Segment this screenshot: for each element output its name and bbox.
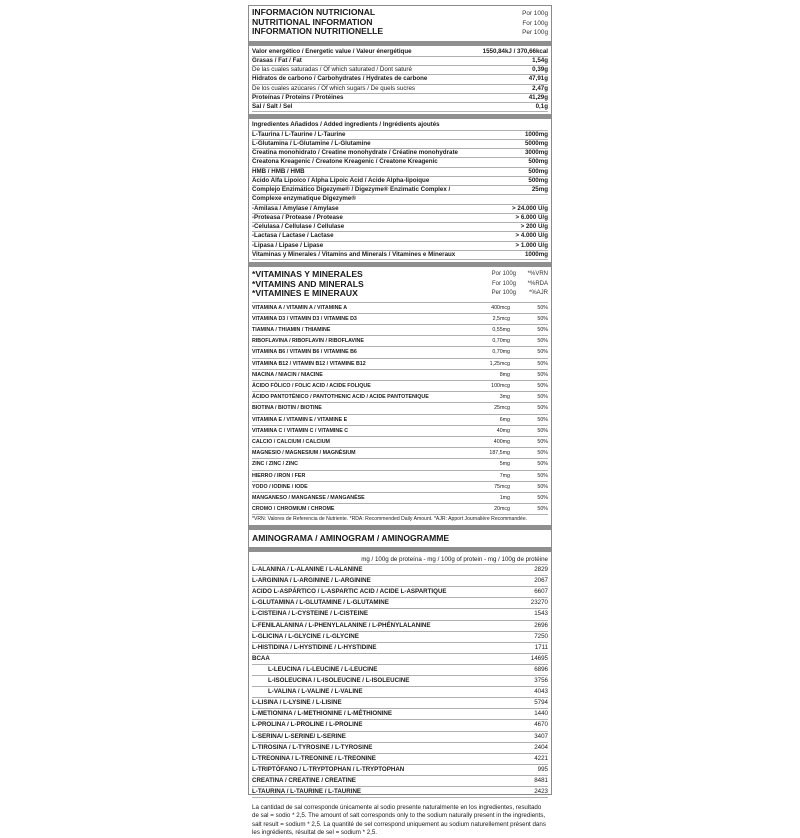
amino-name: L-LEUCINA / L-LEUCINE / L-LEUCINE [268, 665, 378, 673]
amino-name: ACIDO L-ASPÁRTICO / L-ASPARTIC ACID / ACIDE L-ASPARTIQUE [252, 588, 447, 596]
amino-row [252, 576, 548, 587]
vitamin-row [252, 459, 548, 470]
vitamin-name: ÁCIDO PANTOTÉNICO / PANTOTHENIC ACID / ACIDE PANTOTENIQUE [252, 394, 429, 401]
section-divider [249, 114, 551, 119]
vitamin-pct: 50% [537, 304, 548, 311]
vitamin-pct: 50% [537, 461, 548, 468]
vitamin-pct: 50% [537, 382, 548, 389]
nutrition-row [252, 48, 548, 57]
amino-value: 2829 [534, 566, 548, 574]
ingredient-row [252, 205, 548, 214]
amino-row [252, 587, 548, 598]
amino-value: 2067 [534, 577, 548, 585]
vitamin-pct: 50% [537, 394, 548, 401]
ingredient-name: Vitaminas y Minerales / Vitamins and Minerals / Vitamines e Mineraux [252, 250, 456, 258]
amino-row [252, 621, 548, 632]
vitamin-row [252, 336, 548, 347]
amino-value: 4043 [534, 688, 548, 696]
nutrient-value: 1550,84kJ / 370,66kcal [482, 47, 548, 55]
amino-name: L-FENILALANINA / L-PHENYLALANINE / L-PHÉNYLALANINE [252, 621, 431, 629]
vit-title-fr: *VITAMINES E MINERAUX [252, 288, 358, 298]
ingredient-row [252, 168, 548, 177]
amino-row [252, 754, 548, 765]
amino-row [252, 565, 548, 576]
amino-name: L-GLICINA / L-GLYCINE / L-GLYCINE [252, 632, 359, 640]
vitamin-amount: 100mcg [491, 382, 510, 389]
salt-footnote: La cantidad de sal corresponde únicamente al sodio presente naturalmente en los ingredientes, resultado de sal = sodio * 2,5. The amount of salt corresponds only to the sodium naturally present in the ingredients, salt result = sodium * 2,5. La quantité de sel correspond uniquement au sodium naturellement présent dans les ingrédients, résultat de sel = sodium * 2,5. [252, 804, 546, 837]
ingredient-value: 500mg [528, 158, 548, 166]
vitamin-name: VITAMINA E / VITAMIN E / VITAMINE E [252, 416, 348, 423]
vitamin-row [252, 392, 548, 403]
vitamin-name: CALCIO / CALCIUM / CALCIUM [252, 438, 330, 445]
aminogram-table [252, 565, 548, 798]
vitamin-pct: 50% [537, 349, 548, 356]
vitamin-row [252, 415, 548, 426]
title-fr: INFORMATION NUTRITIONELLE [252, 27, 384, 36]
ingredient-row [252, 195, 548, 204]
nutrition-title-block [252, 8, 548, 39]
amino-value: 3407 [534, 732, 548, 740]
vitamin-amount: 75mcg [494, 483, 510, 490]
vitamin-name: MAGNESIO / MAGNESIUM / MAGNÉSIUM [252, 450, 356, 457]
amino-name: L-ARGININA / L-ARGININE / L-ARGININE [252, 577, 371, 585]
vitamin-name: RIBOFLAVINA / RIBOFLAVIN / RIBOFLAVINE [252, 338, 364, 345]
vitamin-amount: 0,70mg [492, 349, 510, 356]
vitamin-pct: 50% [537, 438, 548, 445]
vitamin-amount: 400mcg [491, 304, 510, 311]
vitamin-row [252, 370, 548, 381]
vitamin-pct: 50% [537, 483, 548, 490]
nutrient-name: Valor energético / Energetic value / Valeur énergétique [252, 47, 412, 55]
amino-value: 995 [537, 765, 548, 773]
vitamin-name: VITAMINA D3 / VITAMIN D3 / VITAMINE D3 [252, 315, 357, 322]
vitamin-pct: 50% [537, 416, 548, 423]
vitamins-note: *VRN: Valores de Referencia de Nutriente. *RDA: Recommended Daily Amount. *AJR: Apport Journalière Recommandée. [252, 516, 528, 523]
ingredient-value: > 1.000 U/g [515, 241, 548, 249]
amino-row [252, 676, 548, 687]
nutrient-value: 0,39g [532, 66, 548, 73]
vitamin-row [252, 403, 548, 414]
vitamin-amount: 2,5mcg [492, 315, 510, 322]
vitamin-row [252, 448, 548, 459]
amino-row [252, 609, 548, 620]
amino-name: L-GLUTAMINA / L-GLUTAMINE / L-GLUTAMINE [252, 599, 389, 607]
vitamin-pct: 50% [537, 315, 548, 322]
nutrient-name: Grasas / Fat / Fat [252, 56, 302, 64]
amino-value: 7250 [534, 632, 548, 640]
nutrition-row [252, 103, 548, 112]
amino-row [252, 720, 548, 731]
vitamin-name: MANGANESO / MANGANESE / MANGANÈSE [252, 494, 365, 501]
amino-row [252, 698, 548, 709]
vit-col-amount-es: Por 100g [491, 271, 516, 277]
title-en: NUTRITIONAL INFORMATION [252, 17, 373, 27]
amino-value: 3756 [534, 677, 548, 685]
amino-value: 2423 [534, 787, 548, 795]
amino-name: L-VALINA / L-VALINE / L-VALINE [268, 688, 363, 696]
vit-title-en: *VITAMINS AND MINERALS [252, 278, 364, 289]
vitamin-row [252, 471, 548, 482]
vitamin-pct: 50% [537, 338, 548, 345]
vitamin-row [252, 314, 548, 325]
amino-name: L-PROLINA / L-PROLINE / L-PROLINE [252, 721, 363, 729]
per100-fr: Per 100g [522, 29, 548, 36]
vitamin-row [252, 437, 548, 448]
vitamin-row [252, 493, 548, 504]
amino-row [252, 776, 548, 787]
amino-row [252, 787, 548, 798]
amino-value: 6896 [534, 665, 548, 673]
vit-col-amount-fr: Per 100g [491, 290, 516, 296]
vitamin-amount: 1mg [499, 494, 510, 501]
vitamin-pct: 50% [537, 450, 548, 457]
vit-col-pct-es: *%VRN [527, 271, 548, 277]
nutrition-row [252, 94, 548, 103]
ingredient-name: -Amilasa / Amylase / Amylase [252, 204, 339, 212]
amino-name: L-HISTIDINA / L-HYSTIDINE / L-HYSTIDINE [252, 643, 377, 651]
vitamin-row [252, 482, 548, 493]
vit-col-pct-fr: *%AJR [528, 290, 548, 296]
ingredient-name: Complexe enzymatique Digezyme® [252, 195, 356, 203]
vitamin-amount: 20mcg [494, 506, 510, 513]
vitamin-pct: 50% [537, 371, 548, 378]
amino-name: CREATINA / CREATINE / CREATINE [252, 776, 356, 784]
amino-value: 14695 [530, 654, 548, 662]
vitamin-name: YODO / IODINE / IODE [252, 483, 308, 490]
vitamin-pct: 50% [537, 472, 548, 479]
ingredient-name: HMB / HMB / HMB [252, 167, 305, 175]
vitamin-row [252, 504, 548, 515]
nutrition-row [252, 75, 548, 84]
ingredient-row [252, 251, 548, 260]
vitamin-pct: 50% [537, 494, 548, 501]
amino-name: L-TRIPTÓFANO / L-TRYPTOPHAN / L-TRYPTOPHAN [252, 765, 405, 773]
vitamin-pct: 50% [537, 360, 548, 367]
ingredient-row [252, 177, 548, 186]
ingredient-name: Complejo Enzimático Digezyme® / Digezyme® Enzimatic Complex / [252, 186, 451, 193]
vitamin-amount: 400mg [493, 438, 510, 445]
vitamin-name: BIOTINA / BIOTIN / BIOTINE [252, 405, 322, 412]
ingredient-row [252, 223, 548, 232]
vitamin-name: NIACINA / NIACIN / NIACINE [252, 371, 323, 378]
vitamin-row [252, 325, 548, 336]
ingredients-table [252, 131, 548, 261]
amino-name: L-TREONINA / L-TREONINE / L-TREONINE [252, 754, 376, 762]
section-divider [249, 41, 551, 46]
ingredient-value: 5000mg [524, 139, 548, 147]
amino-name: L-ALANINA / L-ALANINE / L-ALANINE [252, 566, 363, 574]
aminogram-subtitle: mg / 100g de proteína - mg / 100g of protein - mg / 100g de protéine [252, 554, 548, 565]
vitamin-pct: 50% [537, 405, 548, 412]
vitamin-row [252, 347, 548, 358]
ingredient-value: 500mg [528, 176, 548, 184]
ingredient-value: 3000mg [524, 149, 548, 156]
ingredient-row [252, 158, 548, 167]
vitamin-row [252, 426, 548, 437]
ingredient-row [252, 131, 548, 140]
amino-value: 6607 [534, 588, 548, 596]
ingredient-value: > 4.000 U/g [515, 232, 548, 240]
per100-es: Por 100g [522, 10, 548, 17]
ingredient-value: 25mg [531, 186, 548, 193]
amino-row [252, 709, 548, 720]
title-es: INFORMACIÓN NUTRICIONAL [252, 8, 376, 17]
vitamin-name: VITAMINA B12 / VITAMIN B12 / VITAMINE B12 [252, 360, 366, 367]
per100-en: For 100g [522, 19, 548, 27]
ingredient-row [252, 149, 548, 158]
amino-row [252, 732, 548, 743]
vitamin-name: VITAMINA B6 / VITAMIN B6 / VITAMINE B6 [252, 349, 357, 356]
ingredient-row [252, 242, 548, 251]
vitamin-amount: 0,70mg [492, 338, 510, 345]
ingredient-value: 1000mg [524, 250, 548, 258]
amino-row [252, 765, 548, 776]
ingredient-name: -Lactasa / Lactase / Lactase [252, 232, 334, 240]
nutrition-table [252, 48, 548, 113]
vitamin-row [252, 381, 548, 392]
vitamins-table [252, 303, 548, 516]
amino-name: BCAA [252, 654, 270, 662]
amino-row [252, 654, 548, 665]
ingredient-name: -Celulasa / Cellulase / Cellulase [252, 223, 345, 230]
ingredients-header: Ingredientes Añadidos / Added ingredients / Ingrédients ajoutés [252, 121, 548, 130]
vitamin-amount: 40mg [496, 427, 510, 434]
amino-value: 1440 [534, 710, 548, 718]
ingredient-value: > 24.000 U/g [512, 204, 548, 212]
vitamin-amount: 6mg [499, 416, 510, 423]
amino-value: 1711 [534, 643, 548, 651]
vitamin-row [252, 303, 548, 314]
amino-value: 5794 [534, 699, 548, 707]
section-divider [249, 525, 551, 530]
vit-title-es: *VITAMINAS Y MINERALES [252, 269, 363, 279]
nutrient-name: De las cuales saturadas / Of which saturated / Dont saturé [252, 66, 412, 73]
amino-name: L-CISTEINA / L-CYSTEINE / L-CISTEINE [252, 610, 368, 618]
amino-row [252, 632, 548, 643]
ingredient-value: 1000mg [524, 130, 548, 138]
ingredient-name: L-Taurina / L-Taurine / L-Taurine [252, 130, 346, 138]
nutrient-value: 47,91g [528, 75, 548, 83]
nutrient-name: De los cuales azúcares / Of which sugars / De quels sucres [252, 84, 416, 92]
vitamin-pct: 50% [537, 326, 548, 333]
amino-row [252, 743, 548, 754]
ingredient-value: > 6.000 U/g [515, 213, 548, 221]
ingredient-value: 500mg [528, 167, 548, 175]
vitamin-name: VITAMINA C / VITAMIN C / VITAMINE C [252, 427, 349, 434]
vitamin-amount: 0,55mg [492, 326, 510, 333]
vitamin-name: ZINC / ZINC / ZINC [252, 461, 298, 468]
nutrient-value: 41,29g [528, 93, 548, 101]
ingredient-row [252, 186, 548, 195]
amino-name: L-TAURINA / L-TAURINE / L-TAURINE [252, 787, 362, 795]
vitamin-name: HIERRO / IRON / FER [252, 472, 306, 479]
ingredient-name: L-Glutamina / L-Glutamine / L-Glutamine [252, 139, 371, 147]
vit-col-amount-en: For 100g [491, 280, 516, 287]
amino-value: 2696 [534, 621, 548, 629]
nutrition-row [252, 66, 548, 75]
vitamin-amount: 1,25mcg [489, 360, 510, 367]
ingredient-row [252, 232, 548, 241]
nutrient-value: 1,54g [532, 56, 548, 64]
amino-row [252, 665, 548, 676]
amino-name: L-METIONINA / L-METHIONINE / L-MÉTHIONINE [252, 710, 393, 718]
vitamin-name: CROMO / CHROMIUM / CHROME [252, 506, 335, 513]
ingredient-name: Creatina monohidrato / Creatine monohydrate / Créatine monohydrate [252, 149, 458, 156]
nutrition-row [252, 85, 548, 94]
amino-value: 8481 [534, 776, 548, 784]
vitamin-amount: 5mg [499, 461, 510, 468]
amino-value: 2404 [534, 743, 548, 751]
nutrient-value: 2,47g [532, 84, 548, 92]
amino-name: L-ISOLEUCINA / L-ISOLEUCINE / L-ISOLEUCINE [268, 677, 410, 685]
vitamin-amount: 187,5mg [489, 450, 510, 457]
vitamins-title-block [252, 269, 548, 302]
vitamin-row [252, 359, 548, 370]
amino-name: L-TIROSINA / L-TYROSINE / L-TYROSINE [252, 743, 373, 751]
vitamin-amount: 8mg [499, 371, 510, 378]
vitamin-name: ÁCIDO FÓLICO / FOLIC ACID / ACIDE FOLIQUE [252, 382, 371, 389]
ingredient-name: Creatona Kreagenic / Creatone Kreagenic / Creatone Kreagenic [252, 158, 438, 166]
vitamin-name: VITAMINA A / VITAMIN A / VITAMINE A [252, 304, 348, 311]
ingredient-row [252, 214, 548, 223]
nutrient-name: Hidratos de carbono / Carbohydrates / Hydrates de carbone [252, 75, 428, 83]
nutrition-row [252, 57, 548, 66]
nutrient-value: 0,1g [535, 103, 548, 110]
amino-value: 1543 [534, 610, 548, 618]
section-divider [249, 547, 551, 552]
aminogram-title: AMINOGRAMA / AMINOGRAM / AMINOGRAMME [252, 533, 450, 544]
ingredient-name: -Proteasa / Protease / Protease [252, 213, 343, 221]
section-divider [249, 262, 551, 267]
amino-value: 23270 [530, 599, 548, 607]
amino-row [252, 687, 548, 698]
vitamin-amount: 25mcg [494, 405, 510, 412]
vitamin-amount: 7mg [499, 472, 510, 479]
nutrient-name: Proteínas / Proteins / Protéines [252, 93, 344, 101]
nutrient-name: Sal / Salt / Sel [252, 103, 293, 110]
amino-name: L-SERINA/ L-SERINE/ L-SERINE [252, 732, 346, 740]
amino-value: 4221 [534, 754, 548, 762]
amino-name: L-LISINA / L-LYSINE / L-LISINE [252, 699, 342, 707]
ingredient-name: -Lipasa / Lipase / Lipase [252, 241, 324, 249]
vitamin-name: TIAMINA / THIAMIN / THIAMINE [252, 326, 331, 333]
ingredient-name: Ácido Alfa Lipoico / Alpha Lipoic Acid / Acide Alpha-lipoique [252, 176, 430, 184]
vit-col-pct-en: *%RDA [527, 280, 548, 287]
vitamin-pct: 50% [537, 506, 548, 513]
vitamin-pct: 50% [537, 427, 548, 434]
nutrition-label-panel [248, 5, 552, 837]
amino-value: 4670 [534, 721, 548, 729]
ingredient-value: > 200 U/g [520, 223, 548, 230]
vitamin-amount: 3mg [499, 394, 510, 401]
ingredient-row [252, 140, 548, 149]
amino-row [252, 643, 548, 654]
amino-row [252, 598, 548, 609]
